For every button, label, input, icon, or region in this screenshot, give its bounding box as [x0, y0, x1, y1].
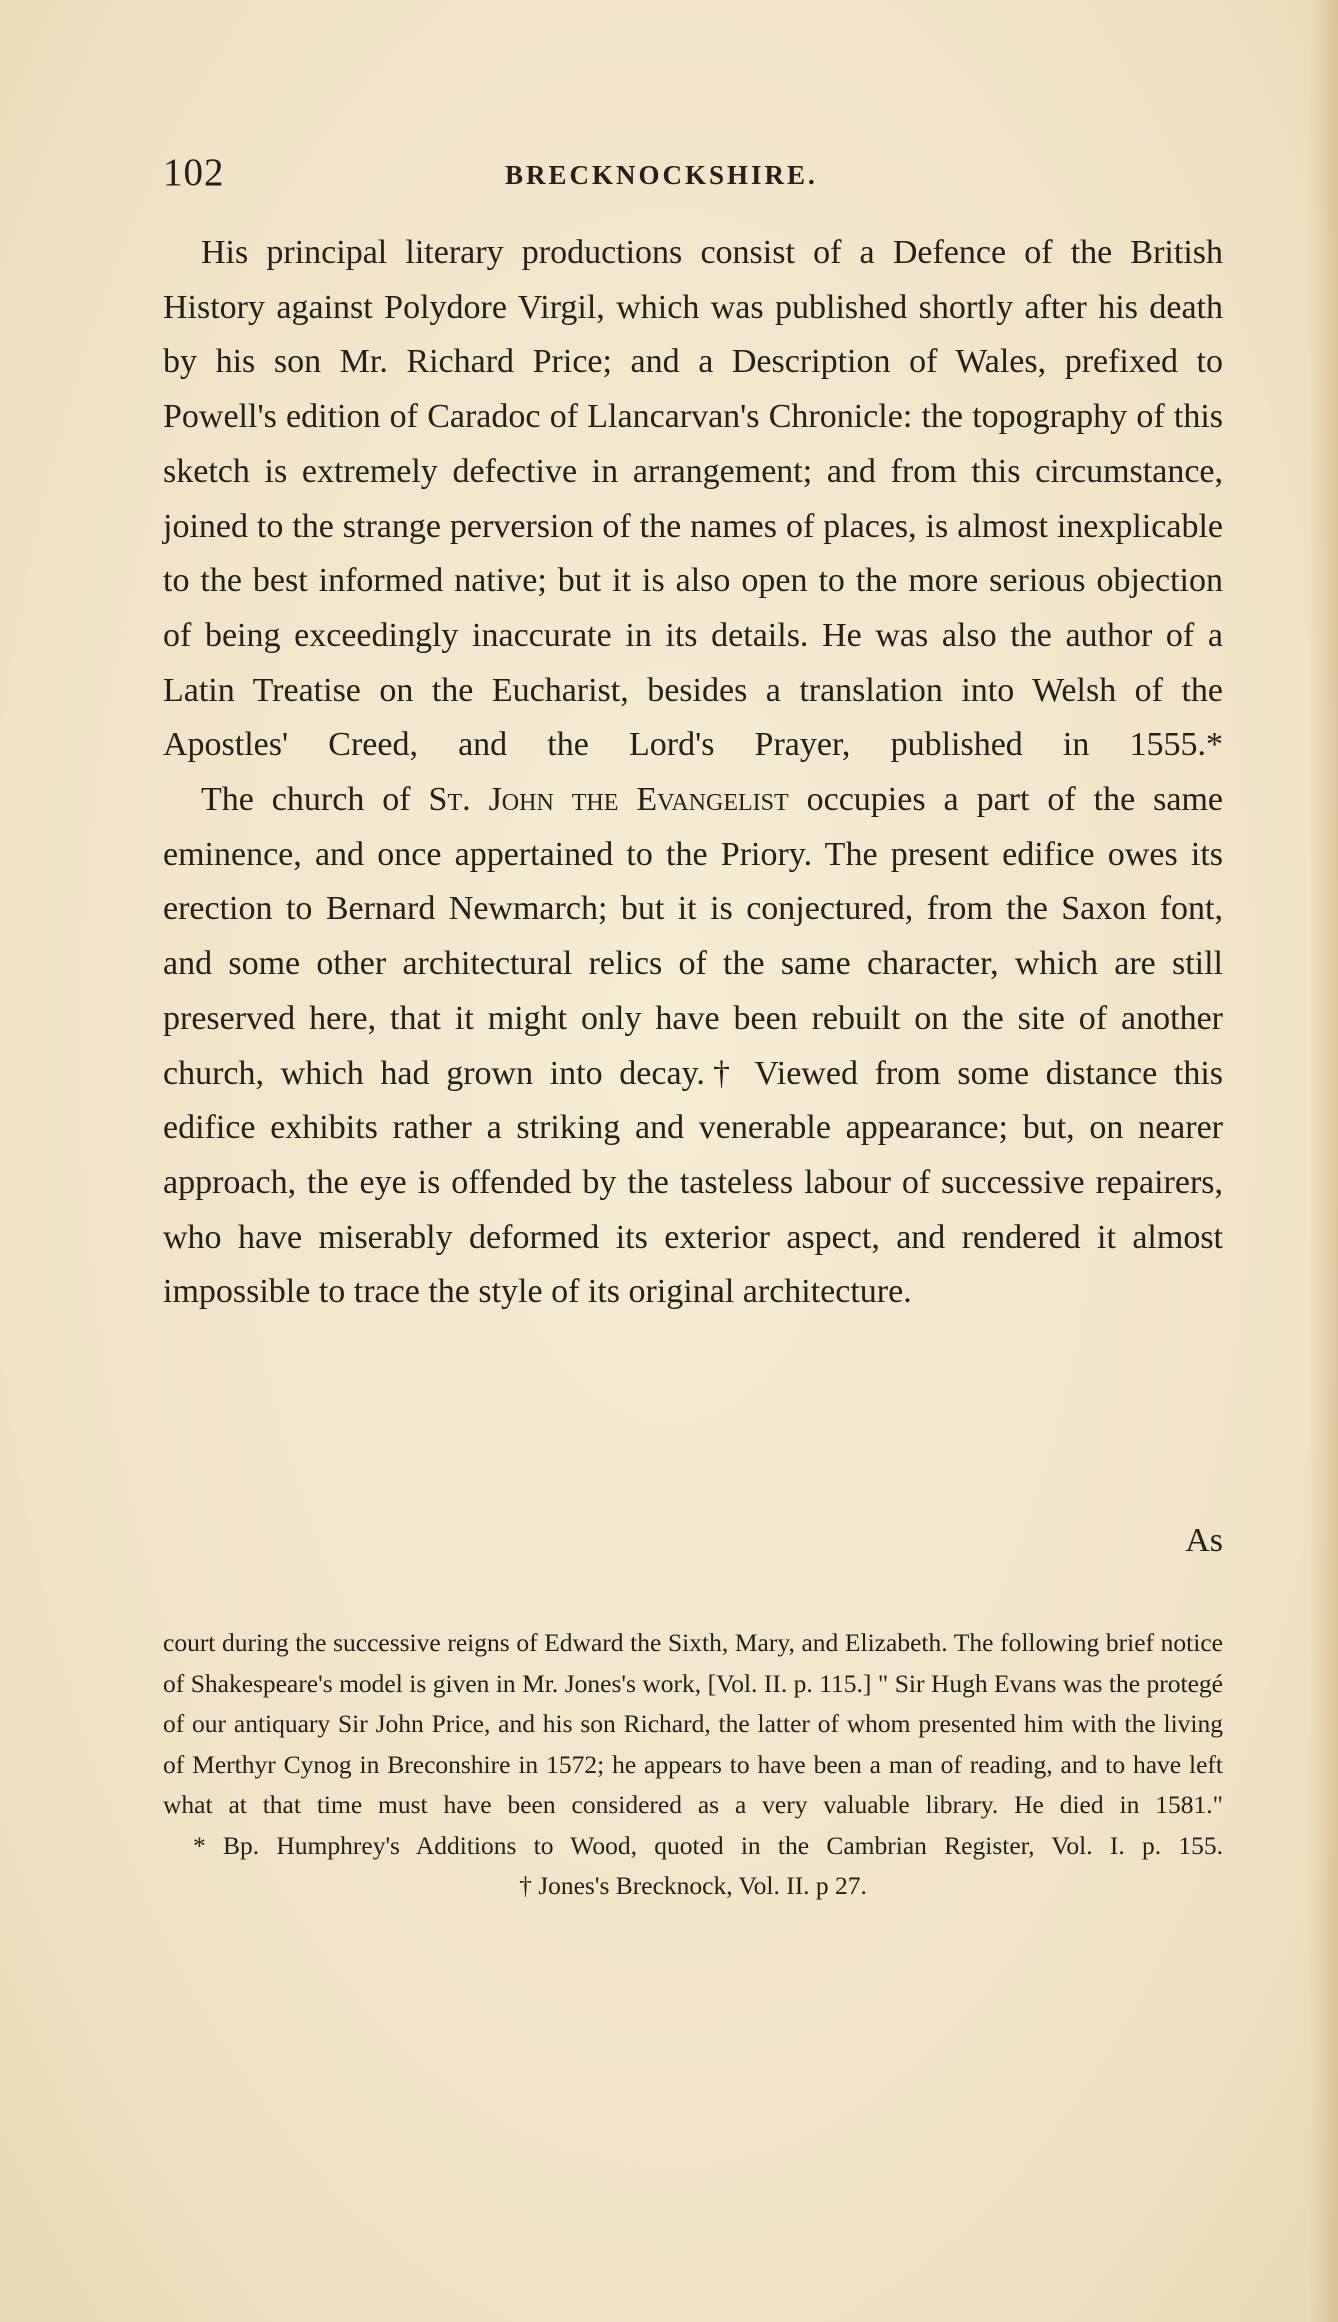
- main-text: [163, 226, 1223, 1320]
- footnotes: [163, 1623, 1223, 1907]
- page-number: 102: [163, 151, 225, 194]
- paragraph-rest: occupies a part of the same eminence, and once appertained to the Priory. The present edifice owes its erection to Bernard Newmarch; but it is conjectured, from the Saxon font, and some other architectural relics of the same character, which are still preserved here, that it might only have been rebuilt on the site of another church, which had grown into decay.† Viewed from some distance this edifice exhibits rather a striking and venerable appearance; but, on nearer approach, the eye is offended by the tasteless labour of successive repairers, who have miserably deformed its exterior aspect, and rendered it almost impossible to trace the style of its original architecture.: [163, 781, 1223, 1311]
- catchword: As: [1185, 1522, 1223, 1559]
- paragraph-lead: The church of: [201, 781, 429, 819]
- running-head: BRECKNOCKSHIRE.: [505, 160, 818, 190]
- footnote-dagger: † Jones's Brecknock, Vol. II. p 27.: [519, 1871, 867, 1900]
- paragraph-price-works: His principal literary productions consist of a Defence of the British History against Polydore Virgil, which was published shortly after his death by his son Mr. Richard Price; and a Description of Wales, prefixed to Powell's edition of Caradoc of Llancarvan's Chronicle: the topography of this sketch is extremely defective in arrangement; and from this circumstance, joined to the strange perversion of the names of places, is almost inexplicable to the best informed native; but it is also open to the more serious objection of being exceedingly inaccurate in its details. He was also the author of a Latin Treatise on the Eucharist, besides a translation into Welsh of the Apostles' Creed, and the Lord's Prayer, published in 1555.*: [163, 234, 1223, 764]
- church-name: St. John the Evangelist: [428, 781, 789, 819]
- footnote-continuation: court during the successive reigns of Edward the Sixth, Mary, and Elizabeth. The following brief notice of Shakespeare's model is given in Mr. Jones's work, [Vol. II. p. 115.] " Sir Hugh Evans was the protegé of our antiquary Sir John Price, and his son Richard, the latter of whom presented him with the living of Merthyr Cynog in Breconshire in 1572; he appears to have been a man of reading, and to have left what at that time must have been considered as a very valuable library. He died in 1581.": [163, 1628, 1223, 1819]
- footnote-star: * Bp. Humphrey's Additions to Wood, quoted in the Cambrian Register, Vol. I. p. 155.: [193, 1830, 1223, 1860]
- page-header: [163, 150, 1223, 200]
- paragraph-st-john-church: [163, 773, 1223, 1320]
- page-edge-shadow: [1308, 0, 1338, 2322]
